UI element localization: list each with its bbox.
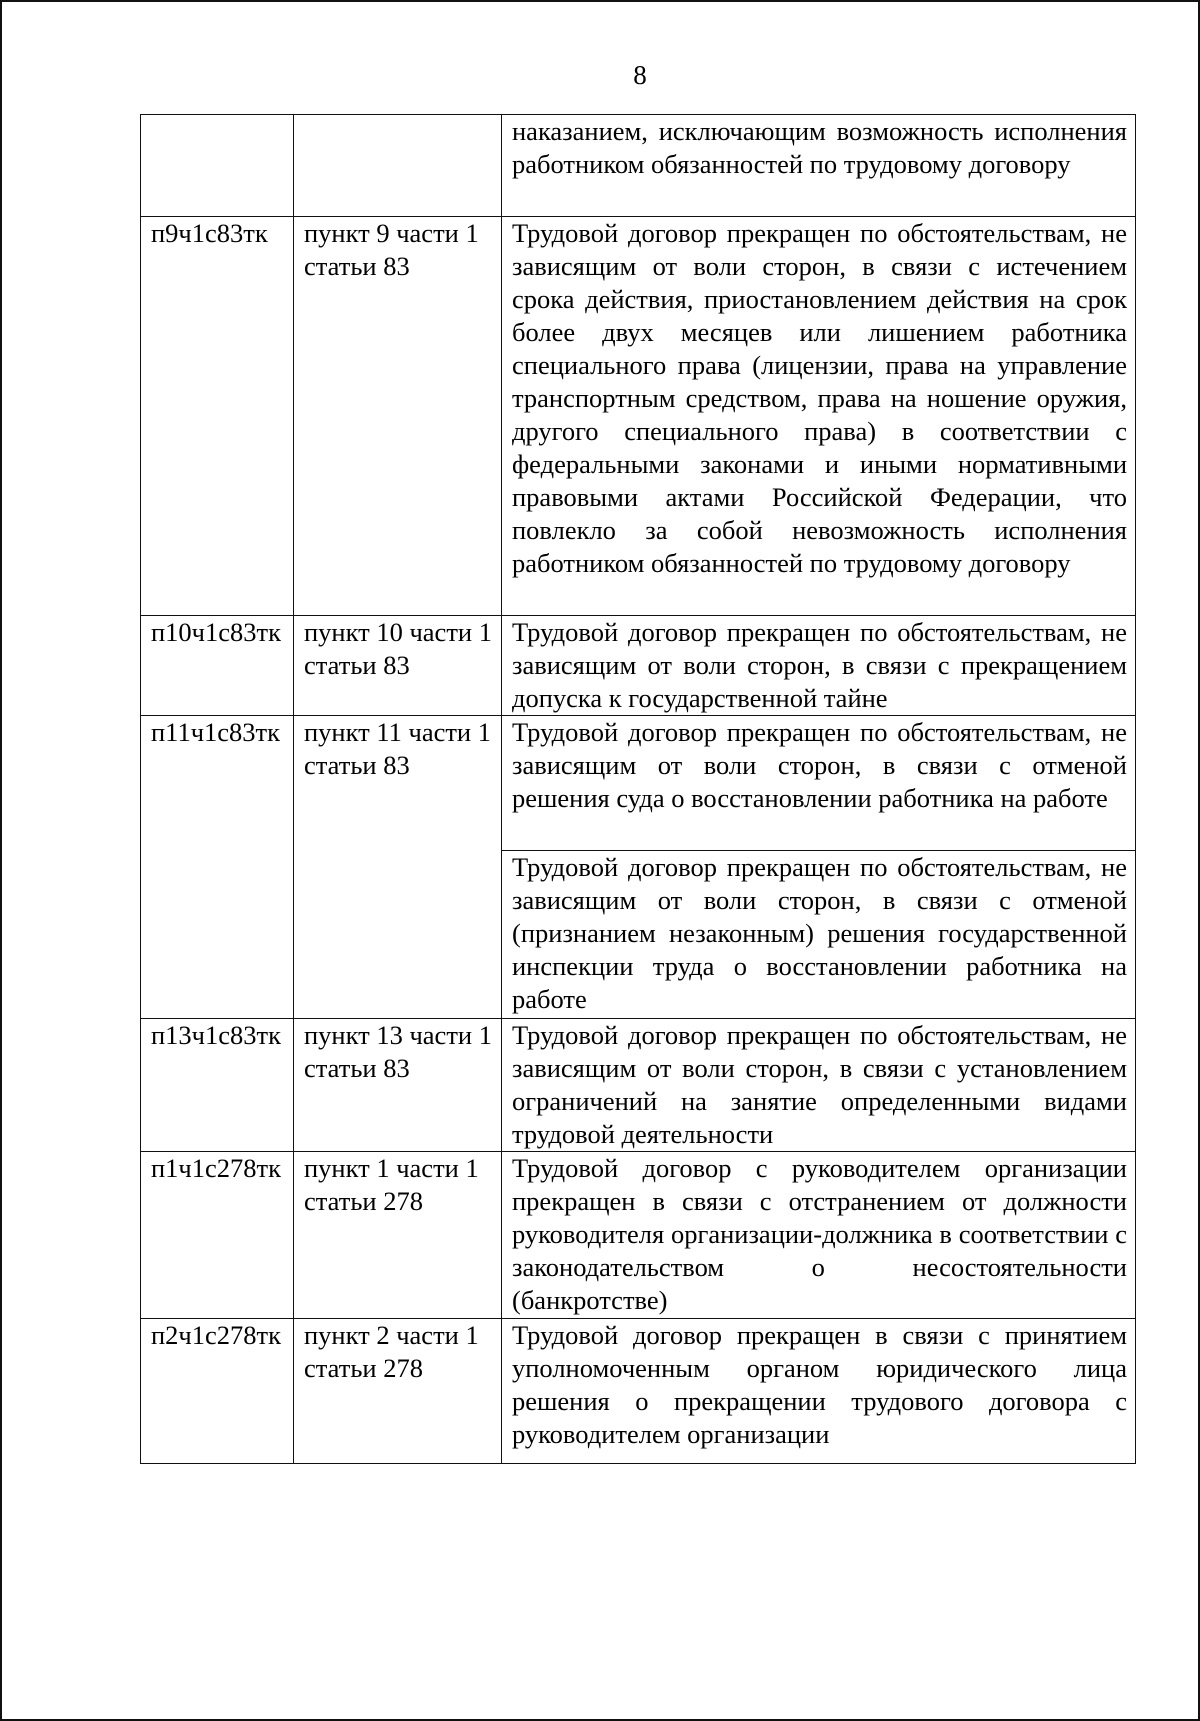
article-cell: пункт 1 части 1 статьи 278 — [294, 1152, 502, 1319]
description-cell — [502, 1019, 1136, 1152]
article-cell: пункт 9 части 1 статьи 83 — [294, 217, 502, 616]
article-cell — [294, 115, 502, 217]
table-row — [141, 217, 1136, 616]
description-text: Трудовой договор прекращен по обстоятельствам, не зависящим от воли сторон, в связи с установлением ограничений на занятие определенными видами трудовой деятельности — [512, 1020, 1127, 1149]
table-row — [141, 1319, 1136, 1464]
article-cell: пункт 11 части 1 статьи 83 — [294, 716, 502, 1019]
description-text: Трудовой договор прекращен по обстоятельствам, не зависящим от воли сторон, в связи с отменой решения суда о восстановлении работника на работе — [512, 717, 1127, 813]
description-text: Трудовой договор прекращен по обстоятельствам, не зависящим от воли сторон, в связи с истечением срока действия, приостановлением действия на срок более двух месяцев или лишением работника специального права (лицензии, права на управление транспортным средством, права на ношение оружия, другого специального права) в соответствии с федеральными законами и иными нормативными правовыми актами Российской Федерации, что повлекло за собой невозможность исполнения работником обязанностей по трудовому договору — [512, 218, 1127, 578]
code-cell: п2ч1с278тк — [141, 1319, 294, 1464]
code-cell: п9ч1с83тк — [141, 217, 294, 616]
table-row — [141, 115, 1136, 217]
description-text: Трудовой договор прекращен по обстоятельствам, не зависящим от воли сторон, в связи с прекращением допуска к государственной тайне — [512, 617, 1127, 713]
description-text: Трудовой договор прекращен по обстоятельствам, не зависящим от воли сторон, в связи с отменой (признанием незаконным) решения государственной инспекции труда о восстановлении работника на работе — [512, 852, 1127, 1014]
table-row — [141, 1152, 1136, 1319]
description-text: Трудовой договор с руководителем организации прекращен в связи с отстранением от должности руководителя организации-должника в соответствии с законодательством о несостоятельности (банкротстве) — [512, 1153, 1127, 1315]
page-number: 8 — [633, 60, 647, 90]
article-cell: пункт 13 части 1 статьи 83 — [294, 1019, 502, 1152]
article-cell: пункт 10 части 1 статьи 83 — [294, 616, 502, 716]
code-cell — [141, 115, 294, 217]
code-cell: п1ч1с278тк — [141, 1152, 294, 1319]
table-row — [141, 716, 1136, 851]
description-cell — [502, 1319, 1136, 1464]
description-cell — [502, 851, 1136, 1019]
termination-codes-table — [140, 114, 1136, 1464]
description-cell — [502, 616, 1136, 716]
description-cell — [502, 115, 1136, 217]
description-cell — [502, 217, 1136, 616]
description-cell — [502, 1152, 1136, 1319]
description-cell — [502, 716, 1136, 851]
table-row — [141, 1019, 1136, 1152]
description-text: наказанием, исключающим возможность исполнения работником обязанностей по трудовому договору — [512, 116, 1127, 179]
description-text: Трудовой договор прекращен в связи с принятием уполномоченным органом юридического лица решения о прекращении трудового договора с руководителем организации — [512, 1320, 1127, 1449]
code-cell: п11ч1с83тк — [141, 716, 294, 1019]
code-cell: п10ч1с83тк — [141, 616, 294, 716]
article-cell: пункт 2 части 1 статьи 278 — [294, 1319, 502, 1464]
table-row — [141, 616, 1136, 716]
code-cell: п13ч1с83тк — [141, 1019, 294, 1152]
